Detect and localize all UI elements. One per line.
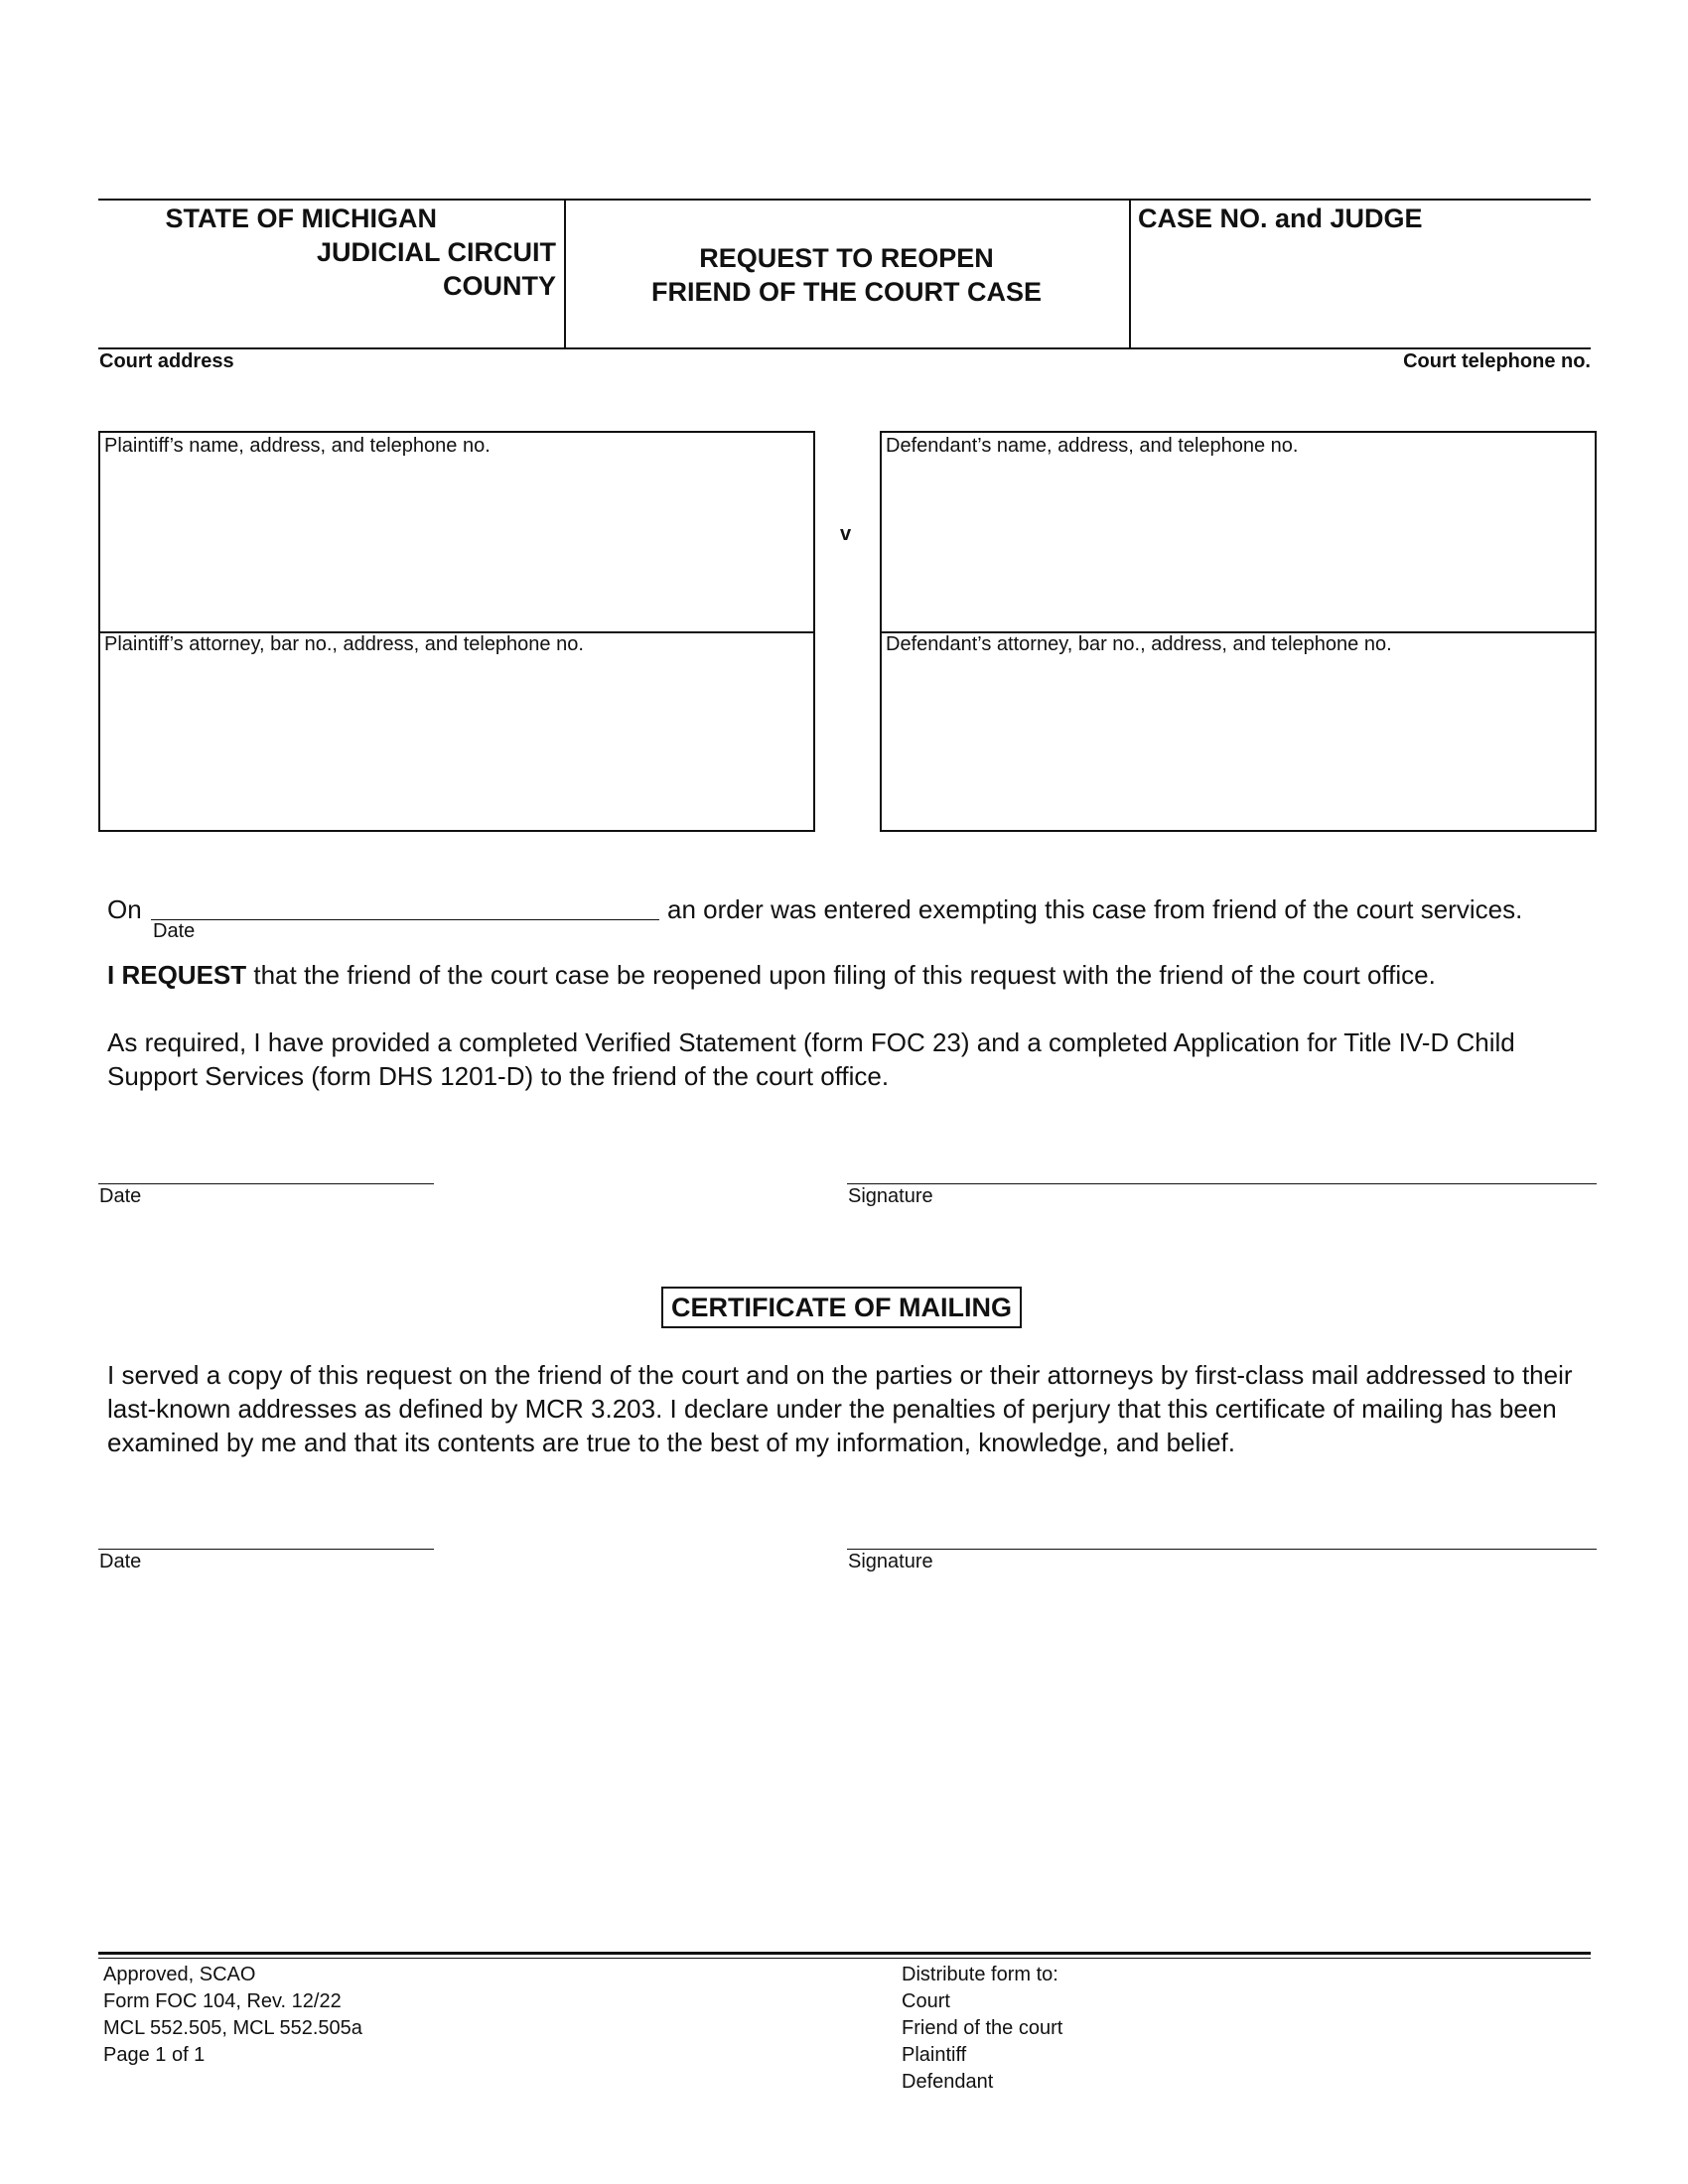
header-top-rule [98,199,1591,201]
date-line-1[interactable] [98,1183,434,1184]
form-title [566,241,1127,309]
distribute-item: Friend of the court [902,2017,1063,2039]
judicial-circuit-label: JUDICIAL CIRCUIT [316,237,556,267]
request-text: that the friend of the court case be reopened upon filing of this request with the friend of the court office. [246,960,1436,990]
case-no-judge-label: CASE NO. and JUDGE [1138,204,1423,233]
date-label-2: Date [99,1551,142,1572]
footer-form-number: Form FOC 104, Rev. 12/22 [103,1990,342,2012]
defendant-attorney-label: Defendant’s attorney, bar no., address, and telephone no. [886,633,1392,655]
court-identity [99,202,556,303]
form-title-line2: FRIEND OF THE COURT CASE [650,277,1042,307]
footer-form-info [103,1962,362,2069]
header-bottom-rule [98,347,1591,349]
distribute-item: Court [902,1990,950,2012]
signature-label-1: Signature [848,1185,933,1207]
versus-label: v [840,523,852,545]
certificate-text: I served a copy of this request on the friend of the court and on the parties or their attorneys by first-class mail addressed to their last-known addresses as defined by MCR 3.203. I declare under the penalties of perjury that this certificate of mailing has been examined by me and that its contents are true to the best of my information, knowledge, and belief. [107,1360,1573,1457]
order-text: an order was entered exempting this case from friend of the court services. [667,894,1523,924]
order-on-label: On [107,894,142,924]
request-paragraph [107,958,1597,992]
distribute-label: Distribute form to: [902,1964,1058,1985]
form-title-line1: REQUEST TO REOPEN [699,243,994,273]
state-name: STATE OF MICHIGAN [165,204,437,233]
required-paragraph: As required, I have provided a completed Verified Statement (form FOC 23) and a completed Application for Title IV-D Child Support Services (form DHS 1201-D) to the friend of the court office. [107,1027,1515,1091]
plaintiff-box [98,431,815,832]
footer-rule-thin [98,1958,1591,1959]
plaintiff-label: Plaintiff’s name, address, and telephone no. [104,435,491,457]
defendant-box [880,431,1597,832]
footer-rule-thick [98,1952,1591,1955]
signature-line-2[interactable] [847,1549,1597,1550]
footer-approved: Approved, SCAO [103,1964,256,1985]
header-divider-right [1129,199,1131,349]
request-bold-label: I REQUEST [107,960,247,990]
plaintiff-attorney-label: Plaintiff’s attorney, bar no., address, and telephone no. [104,633,584,655]
order-date-field[interactable] [151,919,659,920]
distribute-item: Defendant [902,2071,994,2093]
footer-mcl: MCL 552.505, MCL 552.505a [103,2017,362,2039]
date-label-1: Date [99,1185,142,1207]
court-telephone-label: Court telephone no. [1403,350,1591,372]
county-label: COUNTY [443,271,556,301]
distribute-item: Plaintiff [902,2044,967,2066]
court-address-label: Court address [99,350,234,372]
order-date-label: Date [153,920,196,942]
signature-line-1[interactable] [847,1183,1597,1184]
date-line-2[interactable] [98,1549,434,1550]
certificate-title: CERTIFICATE OF MAILING [661,1287,1022,1328]
signature-label-2: Signature [848,1551,933,1572]
footer-distribution [902,1962,1062,2096]
footer-page: Page 1 of 1 [103,2044,206,2066]
defendant-label: Defendant’s name, address, and telephone no. [886,435,1299,457]
